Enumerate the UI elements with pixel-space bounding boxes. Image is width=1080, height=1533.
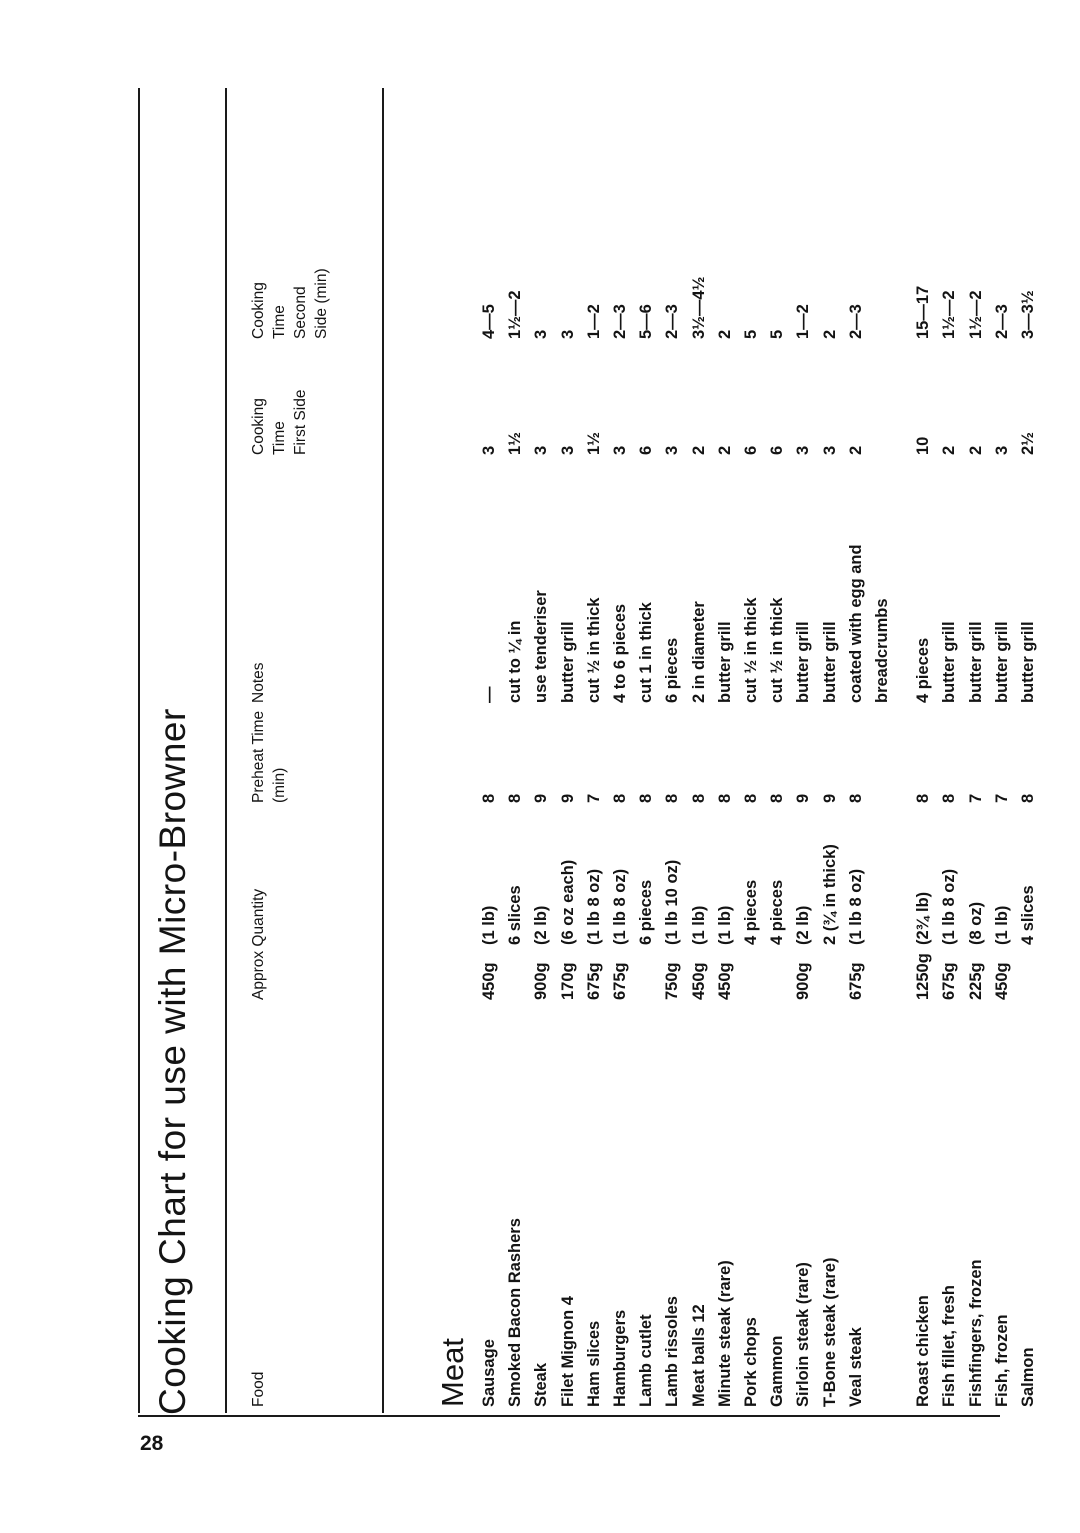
quantity-cell: 4 pieces — [742, 879, 760, 945]
first-side-cell: 6 — [768, 445, 787, 455]
first-side-cell: 3 — [558, 445, 577, 455]
food-cell: Fishfingers, frozen — [966, 1259, 985, 1407]
food-cell: Salmon — [1019, 1347, 1037, 1407]
first-side-cell: 3 — [794, 445, 813, 455]
first-side-cell: 1½ — [584, 432, 603, 455]
food-cell: Veal steak — [846, 1327, 865, 1407]
food-cell: Hamburgers — [611, 1309, 629, 1407]
first-side-cell: 2½ — [1019, 432, 1037, 455]
table-row — [768, 90, 794, 1415]
table-row — [847, 90, 873, 1415]
notes-cell: coated with egg and — [846, 544, 865, 703]
food-cell: Steak — [532, 1362, 551, 1407]
food-cell: Sirloin steak (rare) — [794, 1262, 813, 1407]
quantity-cell: (2 lb) — [532, 905, 551, 945]
table-row — [993, 90, 1019, 1415]
food-cell: T-Bone steak (rare) — [820, 1257, 839, 1407]
grams-cell: 675g — [846, 962, 865, 1000]
first-side-cell: 2 — [846, 445, 865, 455]
notes-cell: butter grill — [794, 621, 813, 703]
preheat-cell: 8 — [846, 793, 865, 803]
table-row — [506, 90, 532, 1415]
notes-cell: 4 pieces — [914, 637, 933, 703]
notes-cell: breadcrumbs — [873, 598, 891, 703]
second-side-cell: 2—3 — [663, 304, 682, 339]
quantity-cell: 6 pieces — [637, 879, 656, 945]
notes-cell: cut ½ in thick — [768, 597, 787, 703]
second-side-cell: 2 — [820, 329, 839, 339]
grams-cell: 450g — [480, 962, 498, 1000]
notes-cell: cut 1 in thick — [637, 602, 656, 703]
header-quantity: Approx Quantity — [250, 888, 267, 1000]
section-title-meat: Meat — [435, 1338, 470, 1407]
header-second-line1: Cooking — [250, 282, 267, 339]
table-row — [532, 90, 558, 1415]
preheat-cell: 8 — [480, 793, 498, 803]
rotated-chart — [152, 90, 1037, 1415]
quantity-cell: 6 slices — [506, 885, 525, 945]
quantity-cell: (1 lb 8 oz) — [940, 868, 959, 945]
first-side-cell: 3 — [532, 445, 551, 455]
preheat-cell: 8 — [689, 793, 708, 803]
table-row — [821, 90, 847, 1415]
second-side-cell: 1½—2 — [506, 290, 525, 339]
second-side-cell: 15—17 — [914, 285, 933, 339]
preheat-cell: 9 — [558, 793, 577, 803]
quantity-cell: (1 lb 10 oz) — [663, 859, 682, 945]
header-second-line3: Second — [292, 286, 309, 339]
preheat-cell: 8 — [611, 793, 629, 803]
header-first-line1: Cooking — [250, 398, 267, 455]
header-preheat-line2: (min) — [271, 767, 288, 803]
food-cell: Pork chops — [742, 1317, 760, 1407]
preheat-cell: 9 — [820, 793, 839, 803]
second-side-cell: 3 — [532, 329, 551, 339]
food-cell: Meat balls 12 — [689, 1304, 708, 1407]
table-row — [742, 90, 768, 1415]
preheat-cell: 8 — [940, 793, 959, 803]
notes-cell: butter grill — [992, 621, 1011, 703]
header-notes: Notes — [250, 662, 267, 703]
notes-cell: use tenderiser — [532, 590, 551, 703]
page-number: 28 — [140, 1432, 164, 1455]
table-row — [690, 90, 716, 1415]
header-first-line2: Time — [271, 421, 288, 455]
quantity-cell: (1 lb 8 oz) — [846, 868, 865, 945]
quantity-cell: (1 lb) — [480, 905, 498, 945]
food-cell: Gammon — [768, 1335, 787, 1407]
grams-cell: 450g — [689, 962, 708, 1000]
second-side-cell: 1½—2 — [966, 290, 985, 339]
table-row — [637, 90, 663, 1415]
notes-cell: butter grill — [1019, 621, 1037, 703]
header-food: Food — [250, 1371, 267, 1407]
food-cell: Minute steak (rare) — [715, 1260, 734, 1407]
preheat-cell: 8 — [506, 793, 525, 803]
first-side-cell: 2 — [715, 445, 734, 455]
first-side-cell: 1½ — [506, 432, 525, 455]
second-side-cell: 2 — [715, 329, 734, 339]
second-side-cell: 1½—2 — [940, 290, 959, 339]
food-cell: Smoked Bacon Rashers — [506, 1218, 525, 1407]
notes-cell: butter grill — [966, 621, 985, 703]
notes-cell: butter grill — [940, 621, 959, 703]
preheat-cell: 7 — [584, 793, 603, 803]
grams-cell: 1250g — [914, 953, 933, 1000]
header-first-line3: First Side — [292, 389, 309, 455]
second-side-cell: 5 — [768, 329, 787, 339]
quantity-cell: (1 lb) — [992, 905, 1011, 945]
food-cell: Sausage — [480, 1339, 498, 1407]
notes-cell: 6 pieces — [663, 637, 682, 703]
grams-cell: 225g — [966, 962, 985, 1000]
second-side-cell: 2—3 — [846, 304, 865, 339]
quantity-cell: 4 pieces — [768, 879, 787, 945]
preheat-cell: 7 — [966, 793, 985, 803]
grams-cell: 900g — [532, 962, 551, 1000]
preheat-cell: 7 — [992, 793, 1011, 803]
first-side-cell: 6 — [742, 445, 760, 455]
food-cell: Filet Mignon 4 — [558, 1296, 577, 1407]
first-side-cell: 2 — [940, 445, 959, 455]
quantity-cell: (2¾ lb) — [914, 891, 933, 945]
food-cell: Fish, frozen — [992, 1314, 1011, 1407]
first-side-cell: 2 — [966, 445, 985, 455]
second-side-cell: 1—2 — [794, 304, 813, 339]
grams-cell: 450g — [992, 962, 1011, 1000]
quantity-cell: (2 lb) — [794, 905, 813, 945]
preheat-cell: 9 — [532, 793, 551, 803]
preheat-cell: 8 — [1019, 793, 1037, 803]
preheat-cell: 8 — [637, 793, 656, 803]
preheat-cell: 9 — [794, 793, 813, 803]
second-side-cell: 2—3 — [992, 304, 1011, 339]
food-cell: Roast chicken — [914, 1295, 933, 1407]
first-side-cell: 10 — [914, 436, 933, 455]
notes-cell: cut ½ in thick — [584, 597, 603, 703]
second-side-cell: 1—2 — [584, 304, 603, 339]
table-row — [716, 90, 742, 1415]
grams-cell: 900g — [794, 962, 813, 1000]
notes-cell: butter grill — [558, 621, 577, 703]
quantity-cell: (6 oz each) — [558, 859, 577, 945]
header-preheat-line1: Preheat Time — [250, 710, 267, 803]
second-side-cell: 3—3½ — [1019, 290, 1037, 339]
bottom-rule — [138, 1415, 1000, 1417]
second-side-cell: 2—3 — [611, 304, 629, 339]
table-row — [611, 90, 637, 1415]
first-side-cell: 3 — [663, 445, 682, 455]
preheat-cell: 8 — [742, 793, 760, 803]
notes-cell: 2 in diameter — [689, 601, 708, 703]
second-side-cell: 3 — [558, 329, 577, 339]
first-side-cell: 3 — [480, 445, 498, 455]
quantity-cell: 4 slices — [1019, 885, 1037, 945]
quantity-cell: (1 lb 8 oz) — [611, 868, 629, 945]
notes-cell: 4 to 6 pieces — [611, 603, 629, 703]
preheat-cell: 8 — [715, 793, 734, 803]
table-row — [873, 90, 899, 1415]
preheat-cell: 8 — [914, 793, 933, 803]
quantity-cell: 2 (¾ in thick) — [820, 844, 839, 945]
table-row — [914, 90, 940, 1415]
grams-cell: 675g — [940, 962, 959, 1000]
grams-cell: 675g — [584, 962, 603, 1000]
table-row — [967, 90, 993, 1415]
second-side-cell: 3½—4½ — [689, 276, 708, 339]
header-second-line4: Side (min) — [313, 268, 330, 339]
food-cell: Lamb cutlet — [637, 1314, 656, 1407]
first-side-cell: 6 — [637, 445, 656, 455]
notes-cell: butter grill — [820, 621, 839, 703]
header-second-line2: Time — [271, 305, 288, 339]
quantity-cell: (1 lb) — [715, 905, 734, 945]
first-side-cell: 3 — [820, 445, 839, 455]
second-side-cell: 4—5 — [480, 304, 498, 339]
table-row — [663, 90, 689, 1415]
preheat-cell: 8 — [768, 793, 787, 803]
notes-cell: butter grill — [715, 621, 734, 703]
food-cell: Ham slices — [584, 1320, 603, 1407]
quantity-cell: (1 lb) — [689, 905, 708, 945]
table-row — [1019, 90, 1045, 1415]
grams-cell: 675g — [611, 962, 629, 1000]
second-side-cell: 5 — [742, 329, 760, 339]
notes-cell: cut ½ in thick — [742, 597, 760, 703]
header-second-side — [248, 268, 332, 339]
left-rule — [138, 88, 140, 1413]
table-row — [794, 90, 820, 1415]
first-side-cell: 3 — [992, 445, 1011, 455]
food-cell: Lamb rissoles — [663, 1296, 682, 1407]
table-row — [585, 90, 611, 1415]
page-title: Cooking Chart for use with Micro-Browner — [152, 708, 193, 1415]
header-preheat — [248, 711, 290, 803]
grams-cell: 170g — [558, 962, 577, 1000]
table-row — [480, 90, 506, 1415]
food-cell: Fish fillet, fresh — [940, 1285, 959, 1407]
notes-cell: cut to ¼ in — [506, 620, 525, 703]
table-row — [940, 90, 966, 1415]
first-side-cell: 2 — [689, 445, 708, 455]
quantity-cell: (8 oz) — [966, 901, 985, 945]
grams-cell: 750g — [663, 962, 682, 1000]
header-first-side — [248, 390, 311, 455]
quantity-cell: (1 lb 8 oz) — [584, 868, 603, 945]
notes-cell: — — [480, 686, 498, 703]
grams-cell: 450g — [715, 962, 734, 1000]
table-row — [559, 90, 585, 1415]
preheat-cell: 8 — [663, 793, 682, 803]
second-side-cell: 5—6 — [637, 304, 656, 339]
first-side-cell: 3 — [611, 445, 629, 455]
